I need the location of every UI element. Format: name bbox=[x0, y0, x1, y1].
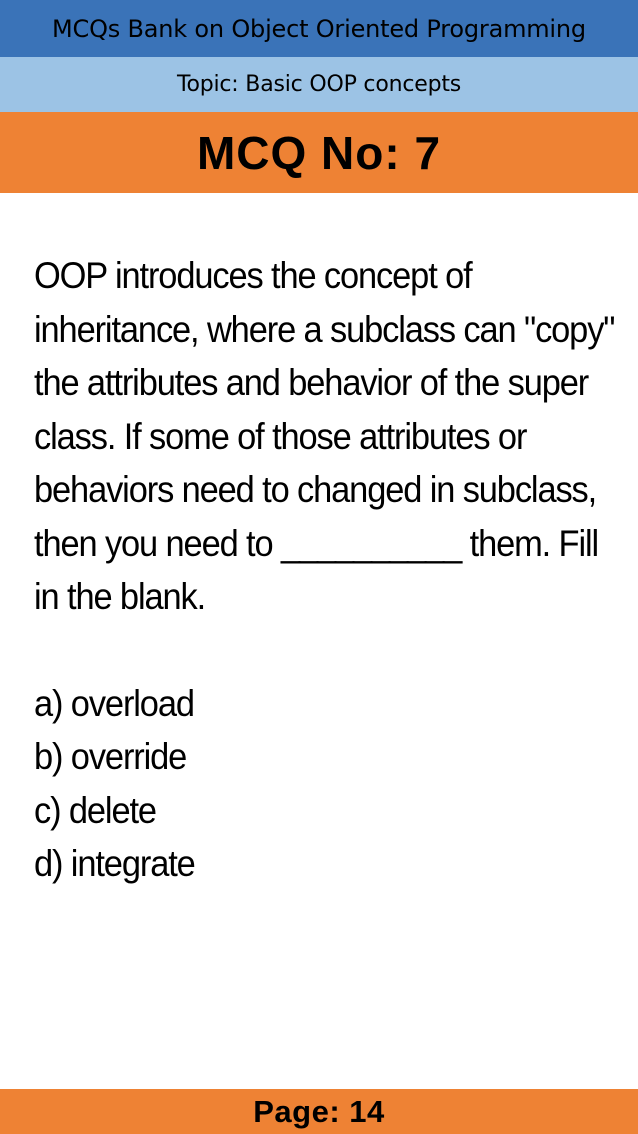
page-number: Page: 14 bbox=[253, 1093, 385, 1129]
question-card bbox=[34, 249, 624, 891]
option-c: c) delete bbox=[34, 789, 156, 831]
mcq-number: MCQ No: 7 bbox=[196, 126, 442, 179]
mcq-number-banner bbox=[0, 112, 638, 193]
topic-label: Topic: Basic OOP concepts bbox=[176, 72, 462, 97]
page-footer bbox=[0, 1089, 638, 1134]
question-text: OOP introduces the concept of inheritance, where a subclass can "copy" the attributes and behavior of the super class. If some of those attributes or behaviors need to changed in subclass, then you need to __________ them. Fill in the blank. bbox=[34, 255, 615, 617]
topic-banner bbox=[0, 57, 638, 112]
option-d: d) integrate bbox=[34, 843, 195, 884]
option-b: b) override bbox=[34, 736, 187, 777]
answer-options bbox=[34, 677, 583, 891]
option-a: a) overload bbox=[34, 682, 194, 724]
bank-title: MCQs Bank on Object Oriented Programming bbox=[52, 14, 586, 43]
bank-title-banner bbox=[0, 0, 638, 57]
